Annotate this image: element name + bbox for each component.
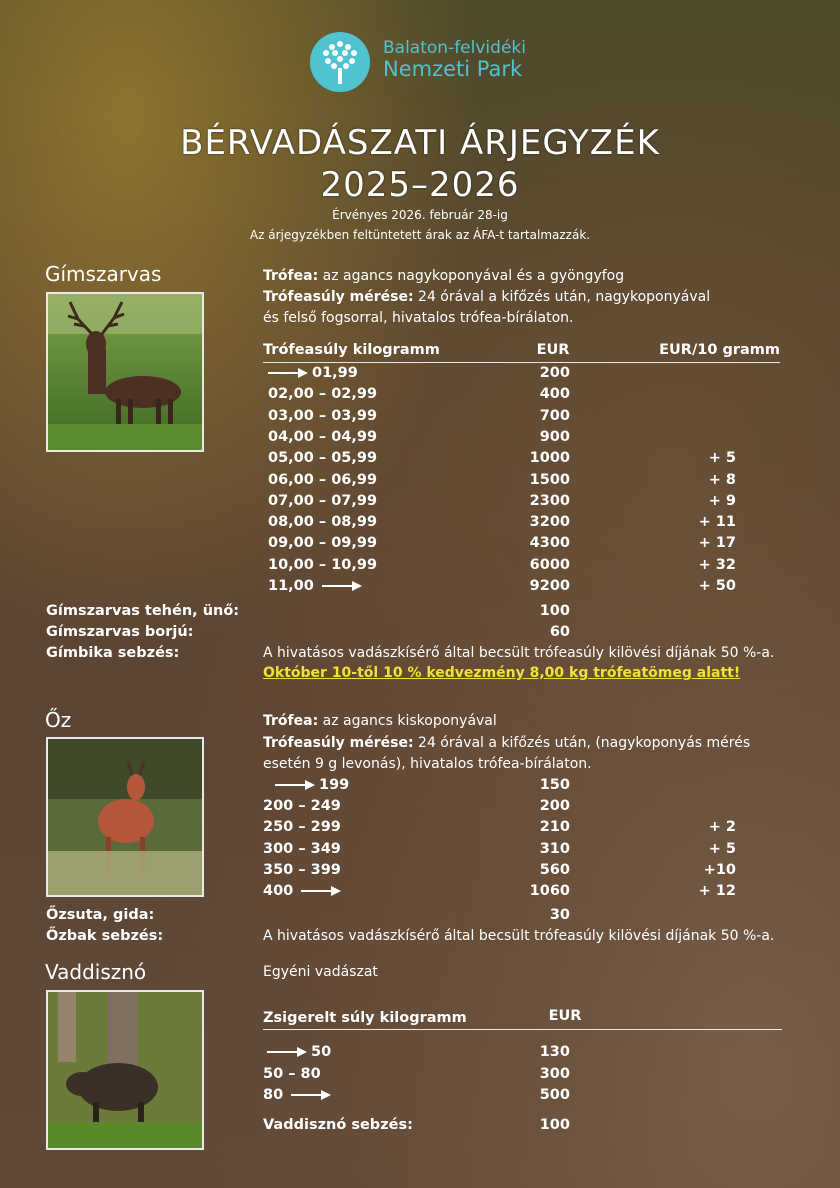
vaddiszno-col-eur: EUR: [548, 1008, 582, 1024]
arrow-right-icon: [268, 368, 308, 378]
gim-row-range: [268, 406, 377, 427]
roe-deer-photo: [46, 737, 204, 897]
vaddiszno-row-eur: 500: [539, 1087, 570, 1103]
gim-row-range-text: 06,00 – 06,99: [268, 471, 378, 488]
oz-row-extra: + 12: [698, 883, 736, 899]
oz-row-range: [263, 817, 341, 838]
section-heading-vaddiszno: Vaddisznó: [45, 960, 147, 984]
gim-row-range-text: 07,00 – 07,99: [268, 492, 378, 509]
vaddiszno-wound-label: Vaddisznó sebzés:: [263, 1117, 413, 1133]
logo-line-2: Nemzeti Park: [383, 57, 523, 81]
section-heading-gimszarvas: Gímszarvas: [45, 262, 162, 286]
gim-row-eur: 700: [539, 407, 570, 424]
oz-measure-text-1: 24 órával a kifőzés után, (nagykoponyás mérés: [418, 735, 751, 751]
oz-row-range-text: 350 – 399: [263, 861, 341, 878]
gim-cow-price: 100: [539, 603, 570, 619]
gim-row-range-text: 02,00 – 02,99: [268, 386, 378, 403]
gim-row-range: [268, 491, 377, 512]
oz-row-extra: + 5: [708, 840, 736, 857]
oz-trophy-line: [263, 711, 497, 732]
gim-row-eur: 900: [539, 428, 570, 445]
arrow-right-icon: [267, 1047, 307, 1057]
oz-row-range-text: 400: [263, 883, 294, 899]
red-deer-photo: [46, 292, 204, 452]
oz-trophy-label: Trófea:: [263, 713, 319, 729]
vat-note: Az árjegyzékben feltüntetett árak az ÁFA-t tartalmazzák.: [249, 228, 591, 242]
logo-line-1: Balaton-felvidéki: [383, 38, 526, 58]
arrow-right-icon: [275, 780, 315, 790]
vaddiszno-mode: Egyéni vadászat: [263, 964, 378, 980]
park-logo-text: [383, 38, 526, 80]
oz-row-range-text: 199: [319, 777, 350, 793]
gim-measure-line: [263, 287, 710, 308]
oz-row-eur: 560: [539, 861, 570, 878]
gim-row-extra: + 9: [708, 492, 736, 509]
vaddiszno-col-weight: Zsigerelt súly kilogramm: [263, 1010, 467, 1026]
gim-calf-price: 60: [549, 624, 570, 640]
vaddiszno-row-eur: 300: [539, 1065, 570, 1082]
gim-row-range: [268, 512, 377, 533]
gim-row-range-text: 10,00 – 10,99: [268, 556, 378, 573]
gim-row-range: [268, 448, 377, 469]
gim-wound-label: Gímbika sebzés:: [46, 645, 180, 661]
oz-row-eur: 1060: [529, 883, 570, 899]
title-main: BÉRVADÁSZATI ÁRJEGYZÉK: [180, 123, 660, 163]
oz-row-range: [263, 860, 341, 881]
oz-row-range-text: 300 – 349: [263, 840, 341, 857]
page-title: [0, 122, 840, 206]
vaddiszno-header-rule: [263, 1029, 782, 1030]
oz-doe-price: 30: [549, 907, 570, 923]
gim-cow-label: Gímszarvas tehén, ünő:: [46, 603, 240, 619]
gim-measure-label: Trófeasúly mérése:: [263, 289, 414, 305]
gim-row-eur: 1500: [529, 471, 570, 488]
gim-row-range-text: 08,00 – 08,99: [268, 514, 378, 531]
oz-wound-text: A hivatásos vadászkísérő által becsült trófeasúly kilövési díjának 50 %-a.: [263, 928, 775, 944]
gim-row-extra: + 50: [698, 578, 736, 594]
gim-row-extra: + 11: [698, 514, 736, 531]
gim-row-eur: 1000: [529, 450, 570, 467]
oz-row-range-text: 200 – 249: [263, 798, 341, 815]
gim-row-range: [268, 470, 377, 491]
gim-measure-text-1: 24 órával a kifőzés után, nagykoponyával: [418, 289, 711, 305]
oz-row-range: [263, 839, 341, 860]
gim-row-extra: + 17: [698, 535, 736, 552]
oz-row-extra: [676, 796, 736, 817]
gim-trophy-label: Trófea:: [263, 268, 319, 284]
vaddiszno-wound-price: 100: [539, 1117, 570, 1133]
gim-row-range: [268, 427, 377, 448]
gim-row-extra: [676, 384, 736, 405]
gim-row-range-text: 05,00 – 05,99: [268, 450, 378, 467]
park-logo-icon: [308, 30, 372, 94]
oz-row-extra: [676, 775, 736, 796]
gim-wound-text: A hivatásos vadászkísérő által becsült trófeasúly kilövési díjának 50 %-a.: [263, 645, 775, 661]
oz-measure-line: [263, 733, 750, 754]
gim-row-range: [268, 576, 362, 597]
gim-row-extra: + 8: [708, 471, 736, 488]
gim-row-eur: 6000: [529, 556, 570, 573]
oz-row-eur: 200: [539, 798, 570, 815]
gim-row-range-text: 01,99: [312, 365, 358, 381]
oz-row-eur: 150: [539, 777, 570, 793]
vaddiszno-row-range-text: 80: [263, 1087, 284, 1103]
gim-row-range: [268, 555, 377, 576]
gim-col-eur: EUR: [536, 342, 570, 358]
gim-calf-label: Gímszarvas borjú:: [46, 624, 194, 640]
gim-row-range-text: 03,00 – 03,99: [268, 407, 378, 424]
gim-row-eur: 3200: [529, 514, 570, 531]
gim-row-extra: [676, 406, 736, 427]
oz-measure-text-2: esetén 9 g levonás), hivatalos trófea-bírálaton.: [263, 756, 592, 772]
oz-row-extra: + 2: [708, 819, 736, 836]
gim-row-range-text: 09,00 – 09,99: [268, 535, 378, 552]
oz-wound-label: Őzbak sebzés:: [46, 928, 164, 944]
gim-row-range-text: 11,00: [268, 578, 314, 594]
gim-row-range: [268, 384, 377, 405]
vaddiszno-row-range: [263, 1064, 321, 1085]
vaddiszno-row-range-text: 50 – 80: [263, 1065, 321, 1082]
gim-row-extra: + 5: [708, 450, 736, 467]
gim-col-extra: EUR/10 gramm: [659, 342, 780, 358]
gim-trophy-line: [263, 266, 624, 287]
arrow-right-icon: [291, 1090, 331, 1100]
gim-row-extra: [676, 427, 736, 448]
vaddiszno-row-eur: 130: [539, 1044, 570, 1060]
oz-measure-label: Trófeasúly mérése:: [263, 735, 414, 751]
oz-trophy-text: az agancs kiskoponyával: [322, 713, 497, 729]
arrow-right-icon: [301, 886, 341, 896]
gim-row-range: [268, 533, 377, 554]
gim-row-eur: 4300: [529, 535, 570, 552]
gim-discount-note: Október 10-től 10 % kedvezmény 8,00 kg trófeatömeg alatt!: [263, 665, 741, 681]
gim-row-extra: + 32: [698, 556, 736, 573]
gim-row-eur: 200: [539, 365, 570, 381]
arrow-right-icon: [322, 581, 362, 591]
oz-row-eur: 310: [539, 840, 570, 857]
gim-row-eur: 2300: [529, 492, 570, 509]
vaddiszno-row-range: [267, 1042, 331, 1063]
gim-row-eur: 9200: [529, 578, 570, 594]
gim-col-weight: Trófeasúly kilogramm: [263, 342, 440, 358]
wild-boar-photo: [46, 990, 204, 1150]
section-heading-oz: Őz: [45, 708, 72, 732]
oz-row-range: [263, 881, 341, 902]
gim-row-range: [268, 363, 358, 384]
gim-trophy-text: az agancs nagykoponyával és a gyöngyfog: [322, 268, 625, 284]
oz-row-range: [263, 796, 341, 817]
gim-measure-text-2: és felső fogsorral, hivatalos trófea-bírálaton.: [263, 310, 574, 326]
vaddiszno-row-range-text: 50: [311, 1044, 332, 1060]
oz-row-extra: +10: [703, 861, 736, 878]
title-years: 2025–2026: [320, 165, 520, 205]
oz-doe-label: Őzsuta, gida:: [46, 907, 155, 923]
oz-row-eur: 210: [539, 819, 570, 836]
gim-row-eur: 400: [539, 386, 570, 403]
gim-row-range-text: 04,00 – 04,99: [268, 428, 378, 445]
oz-row-range-text: 250 – 299: [263, 819, 341, 836]
gim-row-extra: [676, 363, 736, 384]
validity-note: Érvényes 2026. február 28-ig: [332, 208, 508, 222]
vaddiszno-row-range: [263, 1085, 331, 1106]
oz-row-range: [275, 775, 349, 796]
